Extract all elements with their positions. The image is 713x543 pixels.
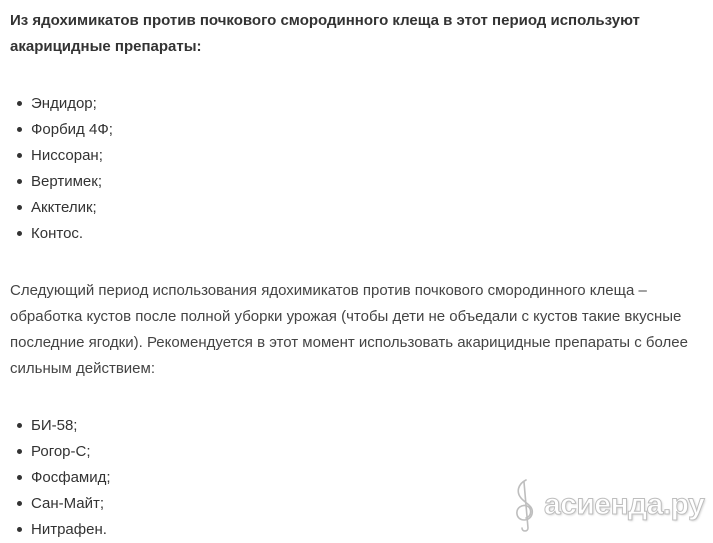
list-item-label: БИ-58;	[31, 417, 78, 434]
bullet-icon	[17, 231, 22, 236]
bullet-icon	[17, 179, 22, 184]
list-item	[10, 169, 700, 195]
list-item	[10, 221, 700, 247]
list-item-label: Сан-Майт;	[31, 495, 105, 512]
bullet-icon	[17, 423, 22, 428]
list-item-label: Акктелик;	[31, 199, 97, 216]
list-item-label: Рогор-С;	[31, 443, 91, 460]
list-item	[10, 91, 700, 117]
article-content	[10, 0, 700, 543]
list-item-label: Нитрафен.	[31, 521, 107, 538]
bullet-icon	[17, 127, 22, 132]
list-item	[10, 195, 700, 221]
site-watermark	[508, 476, 708, 534]
list-item-label: Эндидор;	[31, 95, 97, 112]
treble-clef-icon	[508, 476, 542, 534]
list-item	[10, 439, 700, 465]
watermark-text: асиенда.ру	[544, 488, 705, 521]
list-item	[10, 143, 700, 169]
list-item	[10, 117, 700, 143]
list-item-label: Ниссоран;	[31, 147, 103, 164]
intro-heading: Из ядохимикатов против почкового смородинного клеща в этот период используют акарицидные препараты:	[10, 12, 640, 55]
list-item-label: Фосфамид;	[31, 469, 111, 486]
bullet-icon	[17, 527, 22, 532]
list-item-label: Форбид 4Ф;	[31, 121, 113, 138]
bullet-icon	[17, 205, 22, 210]
list-item-label: Вертимек;	[31, 173, 102, 190]
bullet-icon	[17, 449, 22, 454]
body-paragraph: Следующий период использования ядохимикатов против почкового смородинного клеща – обработка кустов после полной уборки урожая (чтобы дети не объедали с кустов такие вкусные последние ягодки). Рекомендуется в этот момент использовать акарицидные препараты с более сильным действием:	[10, 282, 688, 377]
list-item	[10, 413, 700, 439]
bullet-icon	[17, 475, 22, 480]
bullet-icon	[17, 153, 22, 158]
bullet-icon	[17, 501, 22, 506]
list-item-label: Контос.	[31, 225, 84, 242]
bullet-icon	[17, 101, 22, 106]
acaricide-list-1	[10, 91, 700, 247]
